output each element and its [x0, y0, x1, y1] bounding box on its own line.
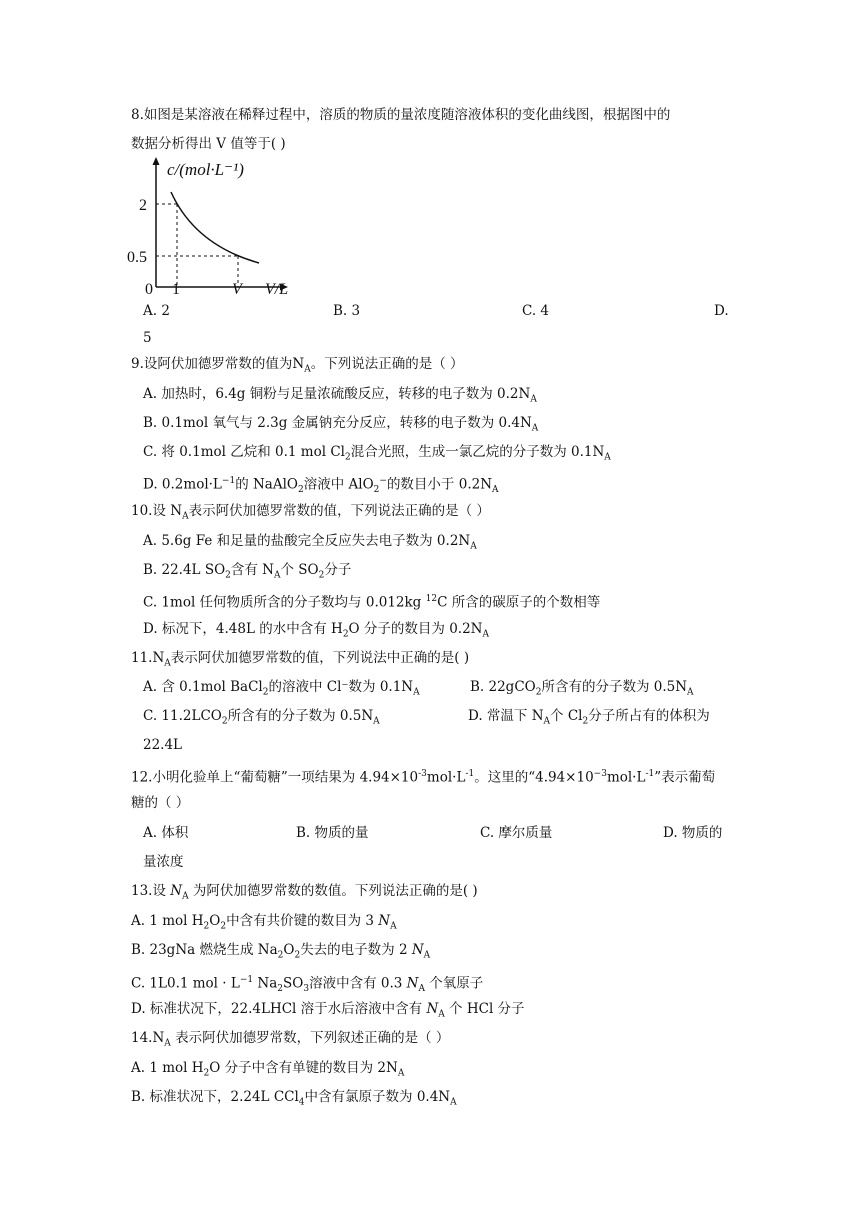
origin-label: 0: [145, 281, 153, 295]
x-tick-1: 1: [172, 281, 180, 295]
q10-option-a: A. 5.6g Fe 和足量的盐酸完全反应失去电子数为 $0.2N_A$: [143, 533, 477, 552]
q14-option-b: B. 标准状况下，2.24L CCl$_4$中含有氯原子数为 $0.4N_A$: [131, 1089, 457, 1108]
q10-option-b: B. 22.4L $SO_2$含有 $N_A$个 $SO_2$分子: [143, 562, 352, 581]
q8-option-d-value: 5: [143, 330, 152, 346]
q10-option-c: C. 1mol 任何物质所含的分子数均与 0.012kg $^{12}$C 所含的碳原子的个数相等: [143, 594, 601, 611]
q9-option-a: A. 加热时，6.4g 铜粉与足量浓硫酸反应，转移的电子数为 $0.2N_A$: [143, 386, 537, 405]
y-axis-label: c/(mol·L⁻¹): [167, 160, 244, 179]
q13-option-d: D. 标准状况下，22.4LHCl 溶于水后溶液中含有 $N_A$ 个 HCl 分子: [131, 1001, 525, 1020]
q11-option-d: D. 常温下 $N_A$个 $Cl_2$分子所占有的体积为: [468, 708, 710, 727]
q9-stem: 9.设阿伏加德罗常数的值为$N_A$。下列说法正确的是（ ）: [131, 356, 464, 375]
q8-option-d: D.: [714, 303, 729, 319]
q13-stem: 13.设 $N_A$ 为阿伏加德罗常数的数值。下列说法正确的是( ): [131, 883, 478, 902]
q12-option-b: B. 物质的量: [296, 825, 369, 841]
q9-option-d: D. $0.2mol\cdot L^{-1}$的 NaAlO$_2$溶液中 AlO$_2$−的数目小于 $0.2N_A$: [143, 476, 499, 496]
dilution-curve: [171, 192, 259, 263]
concentration-volume-graph: [125, 155, 300, 295]
q11-option-a: A. 含 0.1mol BaCl$_2$的溶液中 Cl⁻数为 $0.1N_A$: [143, 679, 420, 698]
q8-option-b: B. 3: [333, 303, 361, 319]
q12-option-d-cont: 量浓度: [143, 854, 184, 870]
q14-option-a: A. 1 mol $H_2O$ 分子中含有单键的数目为 $2N_A$: [131, 1060, 405, 1079]
q11-stem: $11.N_A$表示阿伏加德罗常数的值，下列说法中正确的是( ): [131, 650, 470, 669]
y-tick-05: 0.5: [127, 249, 147, 266]
q10-stem: 10.设 $N_A$表示阿伏加德罗常数的值，下列说法正确的是（ ）: [131, 503, 490, 522]
q11-option-c: C. $11.2LCO_2$所含有的分子数为 $0.5N_A$: [143, 708, 380, 727]
x-axis-label: V/L: [265, 281, 289, 295]
q10-option-d: D. 标况下，4.48L 的水中含有 $H_2O$ 分子的数目为 $0.2N_A$: [143, 621, 489, 640]
q13-option-a: A. 1 mol $H_2O_2$中含有共价键的数目为 3 $N_A$: [131, 913, 397, 932]
q8-stem-line1: 8.如图是某溶液在稀释过程中，溶质的物质的量浓度随溶液体积的变化曲线图，根据图中的: [131, 107, 671, 123]
q13-option-c: C. 1L0.1 mol · $L^{-1}$ $Na_2SO_3$溶液中含有 0.3 $N_A$ 个氧原子: [131, 975, 484, 995]
q12-stem-line2: 糖的（ ）: [131, 795, 190, 811]
q12-stem-line1: 12.小明化验单上“葡萄糖”一项结果为 $4.94\times 10^{-3}mol\cdot L^{-1}$。这里的“$4.94\times 10^{-3}mol\cdot L^{-1}$”表示葡萄: [131, 769, 716, 786]
q9-option-b: B. 0.1mol 氧气与 2.3g 金属钠充分反应，转移的电子数为 $0.4N_A$: [143, 415, 539, 434]
q8-option-a: A. 2: [143, 303, 170, 319]
q12-option-c: C. 摩尔质量: [480, 825, 553, 841]
x-tick-V: V: [232, 281, 242, 295]
q11-option-d-cont: 22.4L: [143, 737, 183, 753]
y-tick-2: 2: [139, 197, 147, 214]
q14-stem: $14.N_A$ 表示阿伏加德罗常数，下列叙述正确的是（ ）: [131, 1030, 450, 1049]
y-axis-arrow: [153, 157, 160, 165]
q8-stem-line2: 数据分析得出 V 值等于( ): [131, 136, 286, 152]
q12-option-d: D. 物质的: [663, 825, 723, 841]
q9-option-c: C. 将 0.1mol 乙烷和 0.1 mol $Cl_2$混合光照，生成一氯乙烷的分子数为 $0.1N_A$: [143, 444, 611, 463]
q11-option-b: B. 22gCO$_2$所含有的分子数为 $0.5N_A$: [470, 679, 694, 698]
q13-option-b: B. 23gNa 燃烧生成 $Na_2O_2$失去的电子数为 2 $N_A$: [131, 942, 431, 961]
q8-option-c: C. 4: [522, 303, 550, 319]
q12-option-a: A. 体积: [143, 825, 189, 841]
